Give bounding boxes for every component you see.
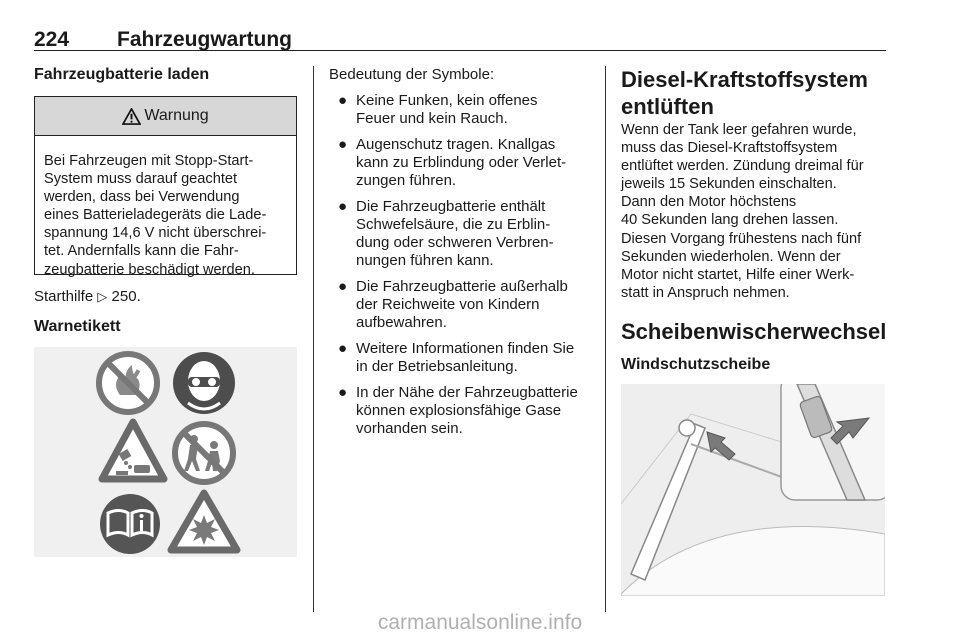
no-fire-icon: [99, 354, 157, 412]
warning-line: Bei Fahrzeugen mit Stopp-Start-: [44, 153, 254, 169]
manual-icon: [100, 494, 160, 554]
list-item: ● Augenschutz tragen. Knallgas kann zu Erblindung oder Verlet- zungen führen.: [338, 136, 567, 189]
list-item: ● In der Nähe der Fahrzeugbatterie können explosionsfähige Gase vorhanden sein.: [338, 384, 578, 437]
warning-line: tet. Andernfalls kann die Fahr-: [44, 243, 239, 260]
label-heading: Warnetikett: [34, 318, 121, 335]
warning-line: werden, dass bei Verwendung: [44, 189, 240, 206]
acid-icon: [102, 422, 164, 479]
symbols-list: [329, 92, 599, 446]
diesel-paragraph: Wenn der Tank leer gefahren wurde, muss das Diesel-Kraftstoffsystem entlüftet werden. Zündung dreimal für jeweils 15 Sekunden einschalten. Dann den Motor höchstens 40 Sekunden lang drehen lassen. Diesen Vorgang frühestens nach fünf Sekunden wiederholen. Wenn der Motor nicht startet, Hilfe einer Werk- statt in Anspruch nehmen.: [621, 122, 864, 301]
section-title: Fahrzeugwartung: [117, 28, 293, 51]
warning-label-image: [34, 347, 297, 557]
list-item: ● Die Fahrzeugbatterie außerhalb der Reichweite von Kindern aufbewahren.: [338, 278, 568, 331]
watermark: carmanualsonline.info: [377, 611, 583, 634]
warning-text: [35, 136, 296, 279]
header-rule: [34, 50, 886, 51]
starthilfe-reference: [34, 288, 141, 306]
wiper-heading: Scheibenwischerwechsel: [621, 319, 887, 344]
arrow-right-icon: ▷: [97, 289, 108, 304]
list-item: ● Weitere Informationen finden Sie in der Betriebsanleitung.: [338, 340, 575, 375]
warning-box: [34, 96, 297, 278]
keep-away-children-icon: [175, 424, 233, 482]
list-item: ● Keine Funken, kein offenes Feuer und kein Rauch.: [338, 92, 538, 127]
warning-triangle-icon: [122, 108, 141, 125]
warning-line: zeugbatterie beschädigt werden.: [44, 261, 255, 278]
warning-header: [35, 97, 296, 136]
starthilfe-text: Starthilfe: [34, 288, 94, 305]
column-divider-left: [313, 66, 314, 612]
explosive-icon: [171, 493, 237, 550]
warning-line: eines Batterieladegeräts die Lade-: [44, 207, 267, 224]
warning-title: Warnung: [144, 107, 209, 124]
page-number: 224: [34, 28, 70, 51]
wiper-illustration: [621, 384, 885, 596]
list-item: ● Die Fahrzeugbatterie enthält Schwefelsäure, die zu Erblin- dung oder schweren Verbren- nungen führen kann.: [338, 198, 554, 269]
warning-line: spannung 14,6 V nicht überschrei-: [44, 225, 267, 242]
symbols-intro: Bedeutung der Symbole:: [329, 66, 495, 83]
windshield-subheading: Windschutzscheibe: [621, 356, 771, 373]
starthilfe-page-link[interactable]: 250.: [111, 288, 141, 305]
warning-line: System muss darauf geachtet: [44, 171, 238, 188]
eye-protection-icon: [173, 352, 235, 414]
diesel-heading: Diesel-Kraftstoffsystem entlüften: [621, 67, 868, 119]
charging-heading: Fahrzeugbatterie laden: [34, 66, 210, 83]
column-divider-right: [605, 66, 606, 612]
